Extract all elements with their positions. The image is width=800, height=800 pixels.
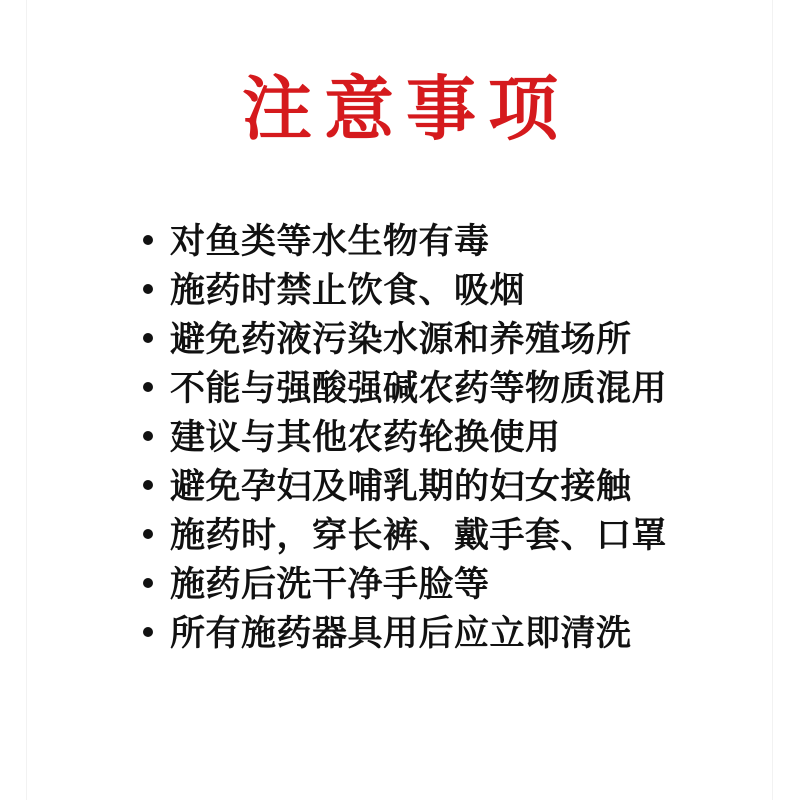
list-item — [143, 410, 800, 459]
list-item — [143, 361, 800, 410]
bullet-icon — [143, 431, 153, 441]
bullet-icon — [143, 627, 153, 637]
precautions-list — [143, 214, 800, 655]
page-title: 注意事项 — [242, 70, 570, 148]
bullet-icon — [143, 529, 153, 539]
list-item-text: 对鱼类等水生物有毒 — [170, 221, 490, 261]
bullet-icon — [143, 333, 153, 343]
bullet-icon — [143, 235, 153, 245]
list-item-text: 所有施药器具用后应立即清洗 — [170, 613, 632, 653]
bullet-icon — [143, 480, 153, 490]
bullet-icon — [143, 284, 153, 294]
list-item-text: 建议与其他农药轮换使用 — [170, 417, 561, 457]
list-item-text: 施药后洗干净手脸等 — [170, 564, 490, 604]
bullet-icon — [143, 382, 153, 392]
left-edge-divider — [26, 0, 27, 800]
list-item — [143, 214, 800, 263]
list-item — [143, 606, 800, 655]
list-item — [143, 508, 800, 557]
list-item-text: 不能与强酸强碱农药等物质混用 — [170, 368, 668, 408]
list-item — [143, 263, 800, 312]
list-item-text: 避免药液污染水源和养殖场所 — [170, 319, 632, 359]
right-edge-divider — [772, 0, 773, 800]
list-item — [143, 459, 800, 508]
list-item — [143, 557, 800, 606]
bullet-icon — [143, 578, 153, 588]
list-item — [143, 312, 800, 361]
list-item-text: 避免孕妇及哺乳期的妇女接触 — [170, 466, 632, 506]
list-item-text: 施药时，穿长裤、戴手套、口罩 — [170, 515, 668, 555]
list-item-text: 施药时禁止饮食、吸烟 — [170, 270, 526, 310]
